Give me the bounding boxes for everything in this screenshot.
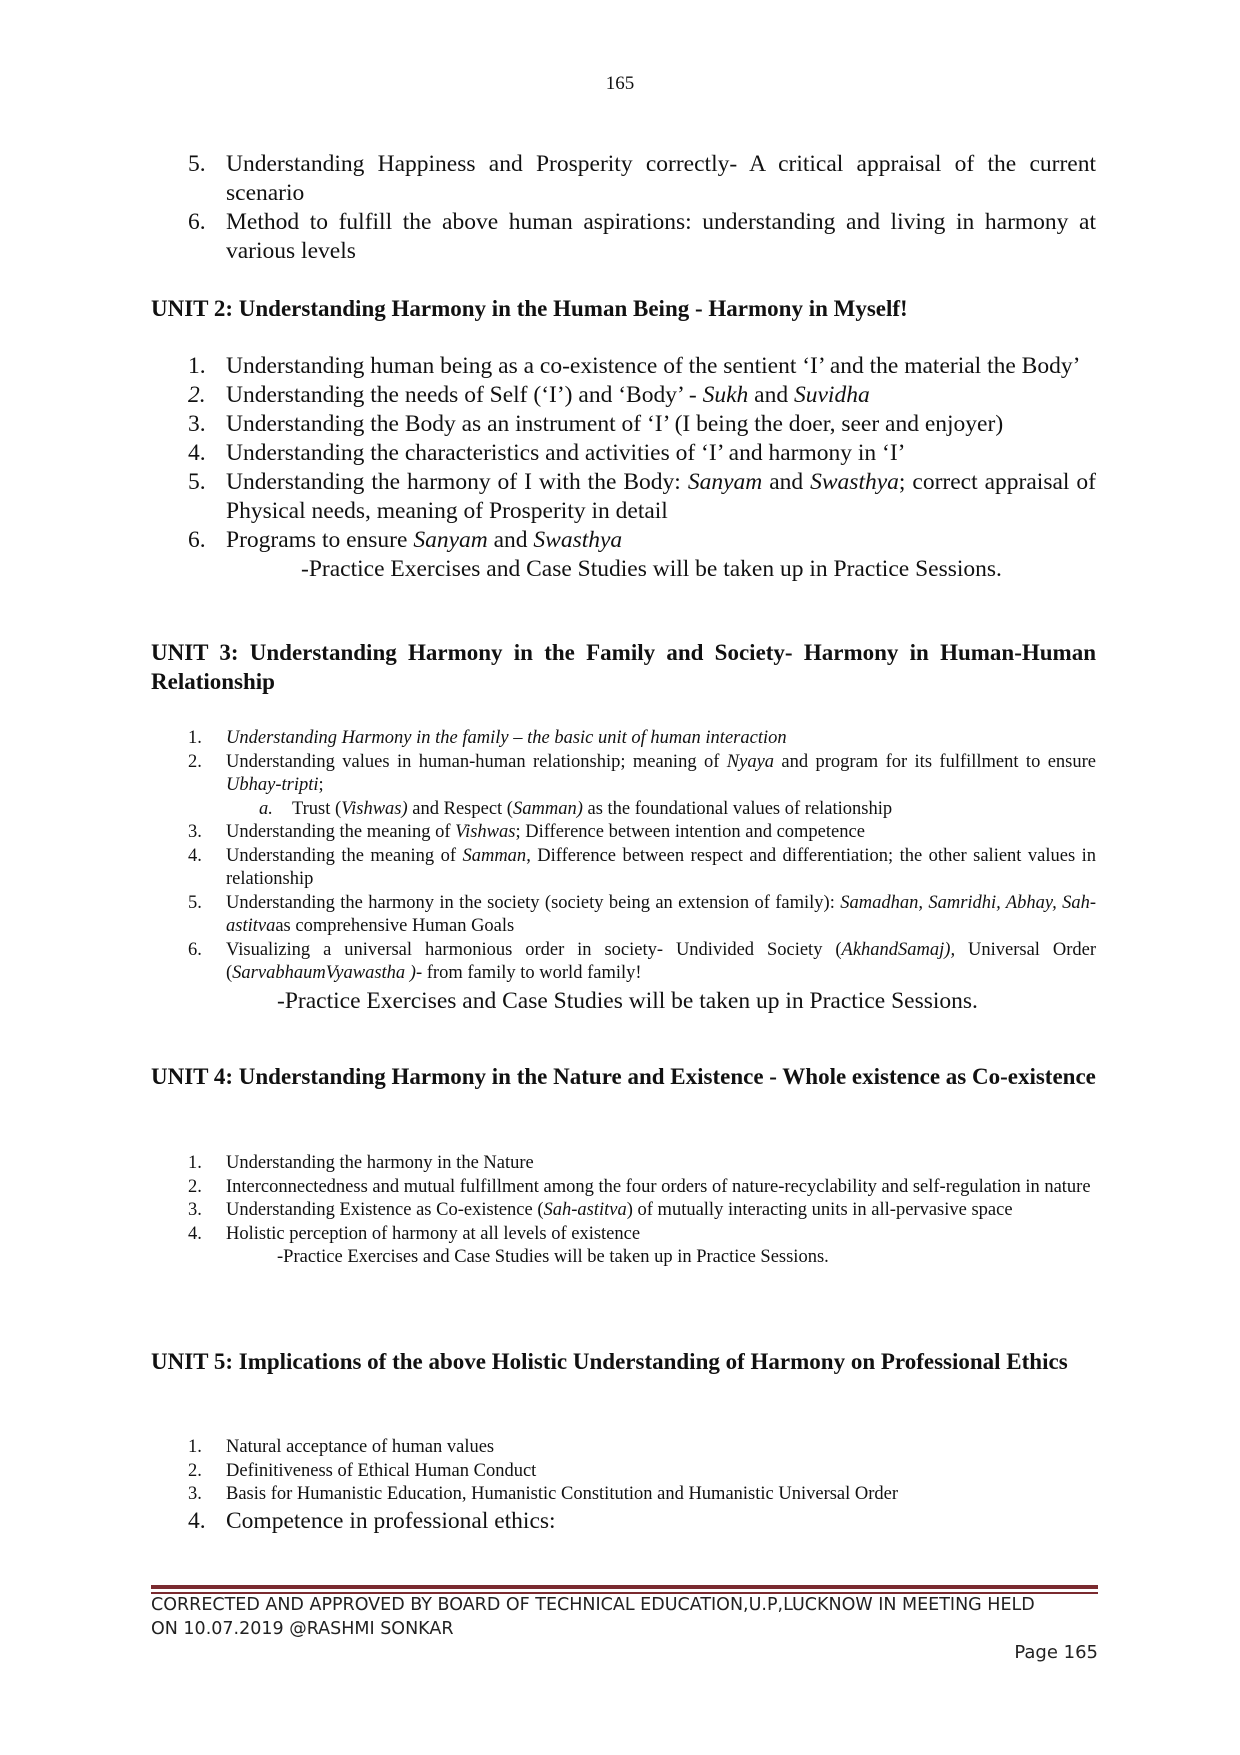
- list-item: 1. Understanding Harmony in the family – the basic unit of human interaction: [188, 728, 787, 748]
- unit2-heading: UNIT 2: Understanding Harmony in the Human Being - Harmony in Myself!: [151, 296, 908, 321]
- unit5-heading: UNIT 5: Implications of the above Holistic Understanding of Harmony on Professional Ethics: [151, 1349, 1068, 1374]
- list-item: 4. Holistic perception of harmony at all levels of existence: [188, 1223, 641, 1244]
- list-item: 6. Programs to ensure Sanyam and Swasthya: [188, 527, 623, 553]
- list-item: 3. Understanding the Body as an instrument of ‘I’ (I being the doer, seer and enjoyer): [188, 411, 1004, 437]
- unit2-list: [151, 352, 1096, 584]
- page-number-top: 165: [605, 73, 635, 94]
- practice-note: -Practice Exercises and Case Studies will be taken up in Practice Sessions.: [277, 1247, 829, 1267]
- unit4-list: [151, 1152, 1096, 1270]
- list-item: 4. Understanding the characteristics and activities of ‘I’ and harmony in ‘I’: [188, 440, 906, 466]
- footer-approval-text: CORRECTED AND APPROVED BY BOARD OF TECHNICAL EDUCATION,U.P,LUCKNOW IN MEETING HELD ON 10.07.2019 @RASHMI SONKAR: [151, 1595, 1035, 1639]
- list-item: 4. Competence in professional ethics:: [188, 1507, 556, 1534]
- footer-rule: [151, 1585, 1098, 1589]
- list-item: 5. Understanding the harmony in the society (society being an extension of family): Samadhan, Samridhi, Abhay, Sah-astitvaas comprehensive Human Goals: [188, 892, 1096, 936]
- list-item: 3. Understanding Existence as Co-existence (Sah-astitva) of mutually interacting units in all-pervasive space: [188, 1200, 1013, 1220]
- sub-list-item: a. Trust (Vishwas) and Respect (Samman) as the foundational values of relationship: [259, 798, 893, 819]
- practice-note: -Practice Exercises and Case Studies will be taken up in Practice Sessions.: [277, 987, 978, 1014]
- practice-note: -Practice Exercises and Case Studies will be taken up in Practice Sessions.: [301, 556, 1002, 582]
- list-item: 1. Understanding human being as a co-existence of the sentient ‘I’ and the material the Body’: [188, 353, 1081, 379]
- list-item: 1. Natural acceptance of human values: [188, 1437, 495, 1457]
- unit3-list: [151, 727, 1096, 1016]
- list-item: 3. Basis for Humanistic Education, Humanistic Constitution and Humanistic Universal Order: [188, 1484, 899, 1504]
- list-item: 5. Understanding the harmony of I with the Body: Sanyam and Swasthya; correct appraisal of Physical needs, meaning of Prosperity in detail: [188, 469, 1096, 524]
- unit3-heading: UNIT 3: Understanding Harmony in the Family and Society- Harmony in Human-Human Relationship: [151, 640, 1096, 694]
- list-item: 2. Understanding the needs of Self (‘I’) and ‘Body’ - Sukh and Suvidha: [188, 382, 870, 408]
- list-item: 5. Understanding Happiness and Prosperity correctly- A critical appraisal of the current scenario: [188, 151, 1096, 206]
- unit4-heading: UNIT 4: Understanding Harmony in the Nature and Existence - Whole existence as Co-existence: [151, 1064, 1096, 1089]
- list-item: 6. Visualizing a universal harmonious order in society- Undivided Society (AkhandSamaj), Universal Order (SarvabhaumVyawastha )- from family to world family!: [188, 939, 1096, 983]
- list-item: 4. Understanding the meaning of Samman, Difference between respect and differentiation; the other salient values in relationship: [188, 845, 1096, 889]
- footer-page-number: Page 165: [1014, 1642, 1098, 1663]
- list-item: 2. Understanding values in human-human relationship; meaning of Nyaya and program for its fulfillment to ensure Ubhay-tripti;: [188, 751, 1096, 795]
- list-item: 6. Method to fulfill the above human aspirations: understanding and living in harmony at various levels: [188, 209, 1096, 264]
- list-item: 2. Definitiveness of Ethical Human Conduct: [188, 1460, 537, 1481]
- list-item: 1. Understanding the harmony in the Nature: [188, 1153, 534, 1173]
- unit1-continued-list: [151, 150, 1096, 266]
- unit5-list: [151, 1436, 1096, 1536]
- list-item: 3. Understanding the meaning of Vishwas; Difference between intention and competence: [188, 822, 865, 842]
- list-item: 2. Interconnectedness and mutual fulfillment among the four orders of nature-recyclability and self-regulation in nature: [188, 1176, 1091, 1197]
